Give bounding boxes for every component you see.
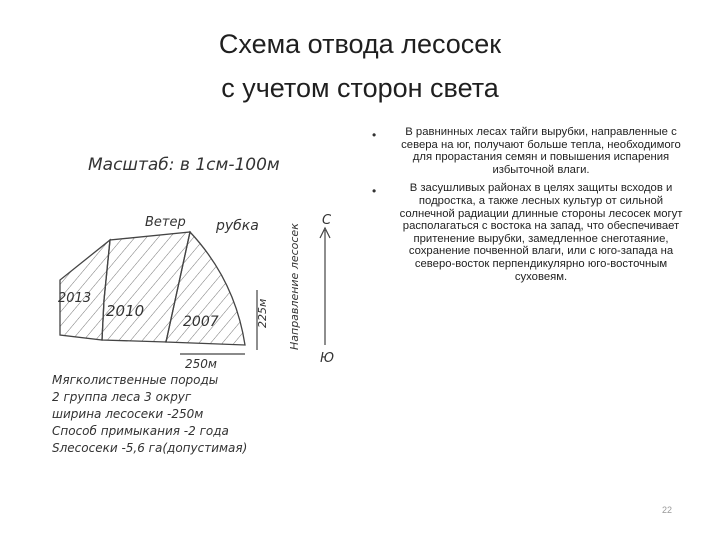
note-line-3: ширина лесосеки -250м (52, 407, 204, 421)
bullet-dot-icon: • (372, 128, 377, 142)
north-label: С (322, 213, 332, 228)
bullet-text: В равнинных лесах тайги вырубки, направленные с севера на юг, получают больше тепла, необходимого для прорастания семян и повышения испарения избыточной влаги. (401, 126, 681, 176)
slide-title (150, 22, 570, 110)
felling-label: рубка (216, 218, 259, 234)
bullet-item (372, 126, 690, 176)
width-dimension-label: 250м (185, 357, 217, 371)
bullet-list (372, 126, 690, 289)
direction-label: Направление лесосек (288, 223, 301, 350)
bullet-dot-icon: • (372, 184, 377, 199)
note-line-5: Sлесосеки -5,6 га(допустимая) (52, 441, 248, 455)
page-number: 22 (662, 505, 673, 515)
note-line-4: Способ примыкания -2 года (52, 424, 229, 438)
bullet-item (372, 182, 690, 283)
plot-2013-label: 2013 (58, 291, 92, 306)
plot-2010-label: 2010 (106, 302, 145, 320)
title-line-1: Схема отвода лесосек (218, 29, 502, 59)
note-line-2: 2 группа леса 3 округ (52, 390, 192, 404)
height-dimension-label: 225м (256, 298, 269, 328)
bullet-text: В засушливых районах в целях защиты всходов и подростка, а также лесных культур от сильной солнечной радиации длинные стороны лесосек могут располагаться с востока на запад, что обеспечивает притенение вырубки, замедленное снеготаяние, сохранение почвенной влаги, или с юго-запада на северо-восток перпендикулярно юго-восточным суховеям. (399, 182, 683, 283)
handdrawn-cutting-scheme (40, 140, 370, 470)
note-line-1: Мягколиственные породы (52, 373, 219, 387)
south-label: Ю (320, 351, 335, 366)
title-line-2: с учетом сторон света (221, 73, 499, 103)
plot-2007-label: 2007 (183, 314, 219, 330)
wind-label: Ветер (145, 215, 186, 230)
scale-label: Масштаб: в 1см-100м (88, 155, 280, 175)
